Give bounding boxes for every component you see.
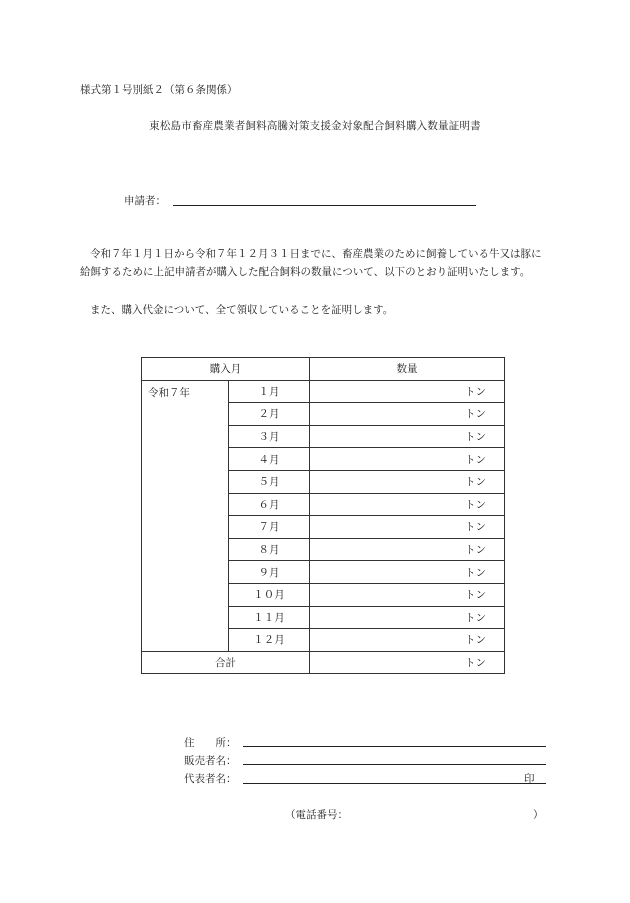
quantity-cell[interactable]: トン xyxy=(310,448,505,471)
table-header-row xyxy=(142,358,505,381)
quantity-cell[interactable]: トン xyxy=(310,516,505,539)
representative-name-label: 代表者名： xyxy=(184,773,237,785)
quantity-cell[interactable]: トン xyxy=(310,425,505,448)
month-cell: ２月 xyxy=(229,403,310,426)
quantity-cell[interactable]: トン xyxy=(310,629,505,652)
month-cell: ８月 xyxy=(229,538,310,561)
total-quantity-cell[interactable]: トン xyxy=(310,651,505,674)
quantity-cell[interactable]: トン xyxy=(310,493,505,516)
total-label: 合計 xyxy=(142,651,310,674)
month-cell: ７月 xyxy=(229,516,310,539)
seller-name-line[interactable] xyxy=(243,764,546,765)
address-label: 住 所： xyxy=(184,737,237,749)
representative-name-line[interactable] xyxy=(243,783,546,784)
header-purchase-month: 購入月 xyxy=(142,358,310,381)
quantity-cell[interactable]: トン xyxy=(310,403,505,426)
seal-mark: 印 xyxy=(524,773,535,785)
purchase-quantity-table xyxy=(141,357,505,674)
year-cell: 令和７年 xyxy=(142,380,229,651)
month-cell: ９月 xyxy=(229,561,310,584)
seller-name-label: 販売者名： xyxy=(184,755,237,767)
applicant-signature-line[interactable] xyxy=(173,205,476,206)
quantity-cell[interactable]: トン xyxy=(310,606,505,629)
table-total-row xyxy=(142,651,505,674)
quantity-cell[interactable]: トン xyxy=(310,561,505,584)
header-quantity: 数量 xyxy=(310,358,505,381)
applicant-label: 申請者： xyxy=(124,195,166,207)
month-cell: １２月 xyxy=(229,629,310,652)
month-cell: １０月 xyxy=(229,583,310,606)
phone-number-label: （電話番号： xyxy=(285,809,348,821)
phone-number-close-paren: ） xyxy=(533,809,544,821)
month-cell: ６月 xyxy=(229,493,310,516)
quantity-cell[interactable]: トン xyxy=(310,538,505,561)
month-cell: ５月 xyxy=(229,470,310,493)
address-line[interactable] xyxy=(243,746,546,747)
quantity-cell[interactable]: トン xyxy=(310,583,505,606)
month-cell: ４月 xyxy=(229,448,310,471)
payment-paragraph: また、購入代金について、全て領収していることを証明します。 xyxy=(90,304,394,316)
form-reference: 様式第１号別紙２（第６条関係） xyxy=(80,84,238,96)
quantity-cell[interactable]: トン xyxy=(310,470,505,493)
month-cell: ３月 xyxy=(229,425,310,448)
month-cell: １１月 xyxy=(229,606,310,629)
document-title: 東松島市畜産農業者飼料高騰対策支援金対象配合飼料購入数量証明書 xyxy=(149,120,481,132)
month-cell: １月 xyxy=(229,380,310,403)
table-row xyxy=(142,380,505,403)
certification-paragraph: 令和７年１月１日から令和７年１２月３１日までに、畜産農業のために飼養している牛又は豚に給餌するために上記申請者が購入した配合飼料の数量について、以下のとおり証明いたします。 xyxy=(80,248,542,278)
quantity-cell[interactable]: トン xyxy=(310,380,505,403)
